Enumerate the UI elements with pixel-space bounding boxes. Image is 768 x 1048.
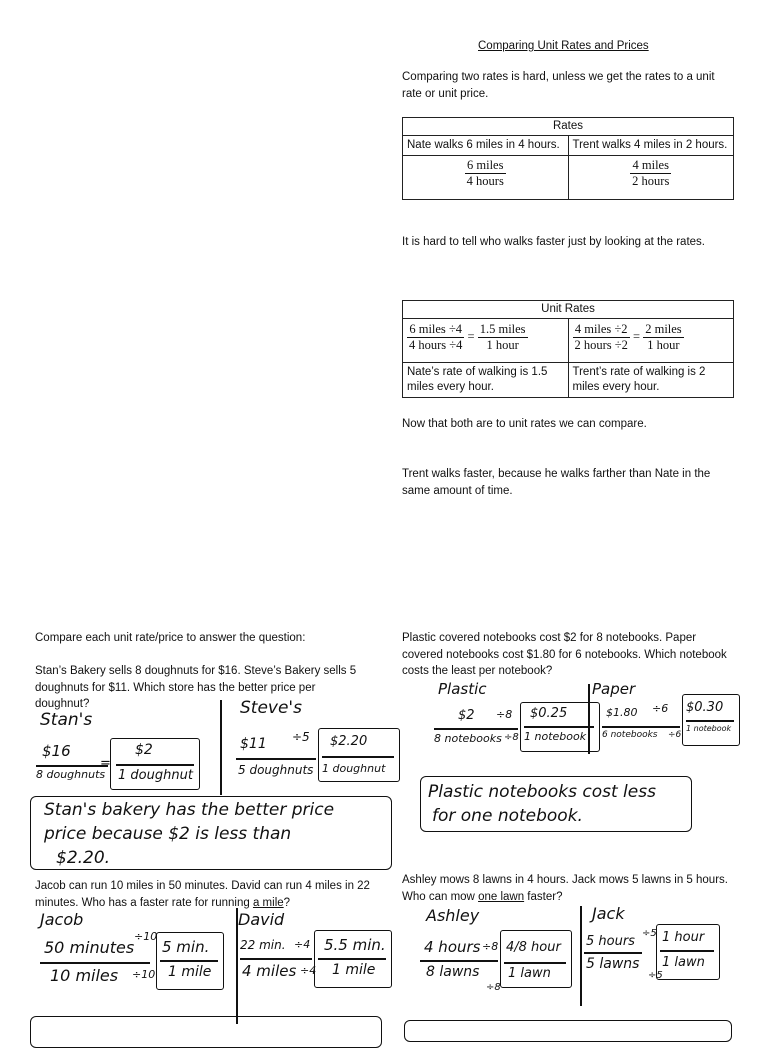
q4-left-op: ÷8: [482, 940, 499, 953]
q2-right-den-op: ÷6: [668, 730, 682, 740]
q1-right-op: ÷5: [292, 730, 310, 744]
q4-left-res-den: 1 lawn: [508, 966, 551, 981]
q3-left-op: ÷10: [134, 930, 158, 943]
q3-left-num: 50 minutes: [44, 938, 135, 957]
q4-right-name: Jack: [592, 904, 625, 923]
trent-unit-rate-calc: $\frac{\text{4 miles ÷2}}{\text{2 hours ÷2}}$ = $\frac{\text{2 miles}}{\text{1 hour}}$: [568, 319, 734, 363]
q4-right-num: 5 hours: [586, 934, 635, 949]
q1-left-res-den: 1 doughnut: [118, 768, 193, 783]
q1-left-name: Stan's: [40, 710, 93, 730]
q3-divider: [236, 908, 238, 1024]
q3-answer-box: [30, 1016, 382, 1048]
q2-answer-line2: for one notebook.: [432, 806, 583, 826]
now-text: Now that both are to unit rates we can compare.: [402, 418, 647, 430]
compare-prompt: Compare each unit rate/price to answer the question:: [35, 632, 306, 644]
q3-right-num: 22 min.: [240, 938, 286, 952]
q2-left-res-num: $0.25: [530, 706, 568, 721]
trent-rate-fraction: $\frac{\text{4 miles}}{\text{2 hours}}$: [568, 156, 734, 200]
q1-text: Stan’s Bakery sells 8 doughnuts for $16. Steve’s Bakery sells 5 doughnuts for $11. Which store has the better price per doughnut?: [35, 665, 357, 710]
unit-rates-header: Unit Rates: [403, 301, 734, 319]
q4-right-res-den: 1 lawn: [662, 955, 705, 970]
q1-answer-line3: $2.20.: [56, 848, 111, 868]
q4-left-name: Ashley: [426, 906, 480, 925]
q2-left-name: Plastic: [438, 680, 487, 698]
q3-left-res-num: 5 min.: [162, 938, 210, 956]
q2-left-den-op: ÷8: [504, 732, 519, 743]
q2-right-res-num: $0.30: [686, 700, 724, 715]
q4-answer-box: [404, 1020, 732, 1042]
q4-right-den-op: ÷5: [648, 970, 663, 981]
q2-right-res-den: 1 notebook: [686, 724, 732, 733]
q4-divider: [580, 906, 582, 1006]
q1-answer-line1: Stan's bakery has the better price: [44, 800, 335, 820]
q3-right-op: ÷4: [294, 938, 311, 951]
q2-right-name: Paper: [592, 680, 636, 698]
q3-right-den-op: ÷4: [300, 964, 317, 977]
q2-text: Plastic covered notebooks cost $2 for 8 notebooks. Paper covered notebooks cost $1.80 for 6 notebooks. Which notebook costs the least per notebook?: [402, 632, 727, 677]
rates-table-header: Rates: [403, 118, 734, 136]
q4-right-den: 5 lawns: [586, 956, 640, 972]
hard-text: It is hard to tell who walks faster just by looking at the rates.: [402, 236, 705, 248]
q2-answer-line1: Plastic notebooks cost less: [428, 782, 656, 802]
q1-answer-line2: price because $2 is less than: [44, 824, 292, 844]
unit-rates-table: [402, 300, 734, 398]
q1-right-name: Steve's: [240, 698, 302, 718]
q4-left-num: 4 hours: [424, 938, 481, 956]
conclusion-text: Trent walks faster, because he walks farther than Nate in the same amount of time.: [402, 468, 711, 497]
q1-left-num: $16: [42, 742, 71, 760]
q3-right-name: David: [238, 910, 285, 929]
q2-left-num: $2: [458, 708, 475, 723]
q2-right-op: ÷6: [652, 702, 669, 715]
q1-divider: [220, 700, 222, 795]
q2-right-num: $1.80: [606, 706, 638, 719]
q4-left-den-op: ÷8: [486, 982, 501, 993]
q2-left-den: 8 notebooks: [434, 732, 502, 745]
q2-left-res-den: 1 notebook: [524, 730, 587, 743]
q3-left-den-op: ÷10: [132, 968, 156, 981]
q2-right-den: 6 notebooks: [602, 730, 658, 740]
q3-right-res-num: 5.5 min.: [324, 936, 386, 954]
nate-rate-text: Nate walks 6 miles in 4 hours.: [403, 136, 569, 156]
trent-unit-rate-text: Trent’s rate of walking is 2 miles every hour.: [568, 363, 734, 398]
q1-right-num: $11: [240, 736, 267, 752]
nate-unit-rate-calc: $\frac{\text{6 miles ÷4}}{\text{4 hours ÷4}}$ = $\frac{\text{1.5 miles}}{\text{1 hour}}$: [403, 319, 569, 363]
q1-right-res-num: $2.20: [330, 734, 368, 749]
q3-left-res-den: 1 mile: [168, 964, 212, 980]
q4-left-res-num: 4/8 hour: [506, 940, 561, 955]
q3-right-res-den: 1 mile: [332, 962, 376, 978]
page-title: Comparing Unit Rates and Prices: [478, 40, 649, 52]
rates-table: [402, 117, 734, 200]
q4-right-res-num: 1 hour: [662, 930, 705, 945]
q1-right-res-den: 1 doughnut: [322, 762, 386, 775]
q3-left-name: Jacob: [40, 910, 84, 929]
q3-text: Jacob can run 10 miles in 50 minutes. David can run 4 miles in 22 minutes. Who has a faster rate for running a mile?: [35, 880, 370, 909]
q4-right-op: ÷5: [642, 928, 657, 939]
q1-left-den: 8 doughnuts: [36, 768, 106, 781]
nate-unit-rate-text: Nate’s rate of walking is 1.5 miles every hour.: [403, 363, 569, 398]
q2-left-op: ÷8: [496, 708, 513, 721]
q4-left-den: 8 lawns: [426, 964, 480, 980]
nate-rate-fraction: $\frac{\text{6 miles}}{\text{4 hours}}$: [403, 156, 569, 200]
q1-right-den: 5 doughnuts: [238, 763, 314, 777]
q1-left-res-num: $2: [135, 742, 153, 758]
intro-text: Comparing two rates is hard, unless we get the rates to a unit rate or unit price.: [402, 71, 715, 100]
q3-right-den: 4 miles: [242, 962, 297, 980]
q4-text: Ashley mows 8 lawns in 4 hours. Jack mows 5 lawns in 5 hours. Who can mow one lawn faster?: [402, 874, 728, 903]
q3-left-den: 10 miles: [50, 966, 119, 985]
trent-rate-text: Trent walks 4 miles in 2 hours.: [568, 136, 734, 156]
